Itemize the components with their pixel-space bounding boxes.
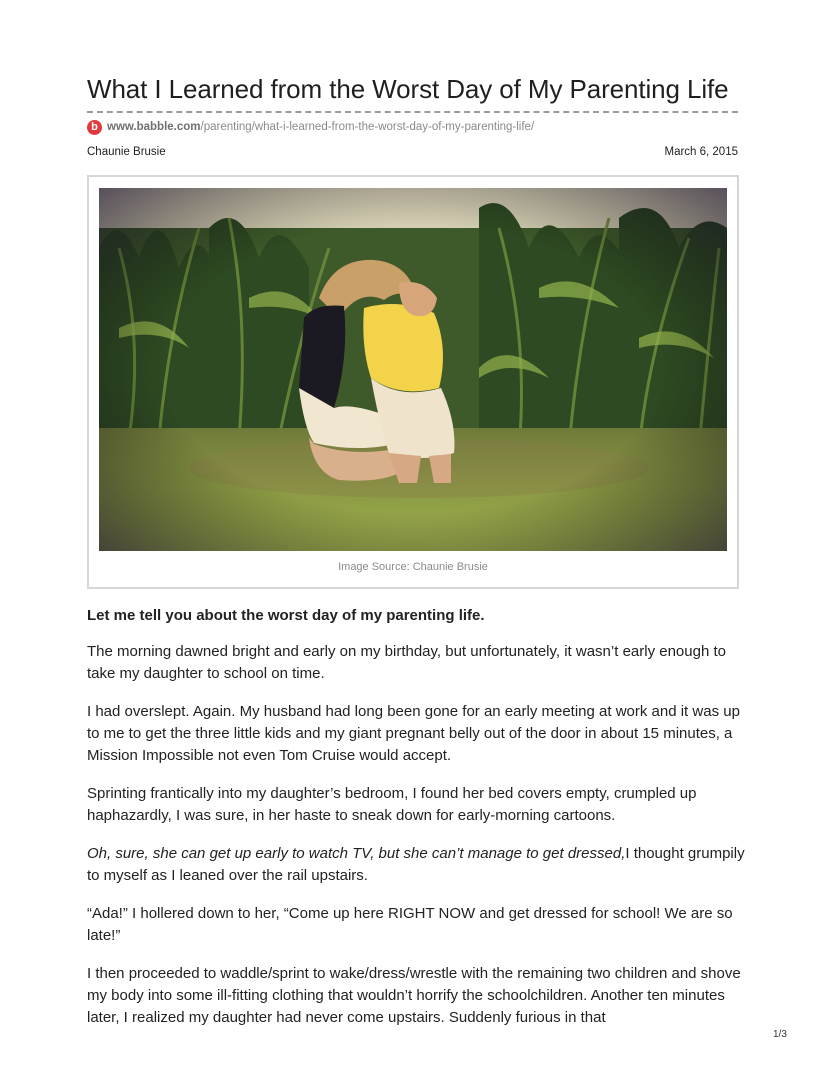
lead-paragraph: Let me tell you about the worst day of my parenting life. (87, 607, 485, 624)
body-paragraph: I then proceeded to waddle/sprint to wake/dress/wrestle with the remaining two children and shove my body into some ill-fitting clothing that wouldn’t horrify the schoolchildren. Another ten minutes later, I realized my daughter had never come upstairs. Suddenly furious in that (87, 965, 741, 1026)
article-figure (87, 175, 739, 589)
article-body (87, 605, 747, 1045)
author-name: Chaunie Brusie (87, 146, 166, 158)
source-link[interactable] (87, 119, 534, 135)
body-text-span: I thought grumpily to myself as I leaned over the rail upstairs. (87, 845, 745, 884)
page-number: 1/3 (773, 1029, 787, 1040)
image-caption: Image Source: Chaunie Brusie (338, 561, 488, 573)
source-path: /parenting/what-i-learned-from-the-worst-day-of-my-parenting-life/ (200, 121, 535, 133)
body-paragraph: The morning dawned bright and early on my birthday, but unfortunately, it wasn’t early enough to take my daughter to school on time. (87, 643, 726, 682)
source-domain: www.babble.com (107, 121, 201, 133)
body-paragraph: I had overslept. Again. My husband had long been gone for an early meeting at work and it was up to me to get the three little kids and my giant pregnant belly out of the door in about 15 minutes, a Mission Impossible not even Tom Cruise would accept. (87, 703, 740, 764)
body-paragraph: Sprinting frantically into my daughter’s bedroom, I found her bed covers empty, crumpled up haphazardly, I was sure, in her haste to sneak down for early-morning cartoons. (87, 785, 697, 824)
body-paragraph: “Ada!” I hollered down to her, “Come up here RIGHT NOW and get dressed for school! We are so late!” (87, 905, 733, 944)
title-divider (87, 111, 738, 113)
article-photo (99, 188, 727, 551)
article-title: What I Learned from the Worst Day of My Parenting Life (87, 74, 729, 104)
italic-thought: Oh, sure, she can get up early to watch TV, but she can’t manage to get dressed, (87, 845, 626, 862)
publish-date: March 6, 2015 (664, 146, 738, 158)
body-paragraph (87, 843, 747, 887)
source-url[interactable] (107, 121, 534, 133)
babble-logo-icon: b (87, 120, 102, 135)
